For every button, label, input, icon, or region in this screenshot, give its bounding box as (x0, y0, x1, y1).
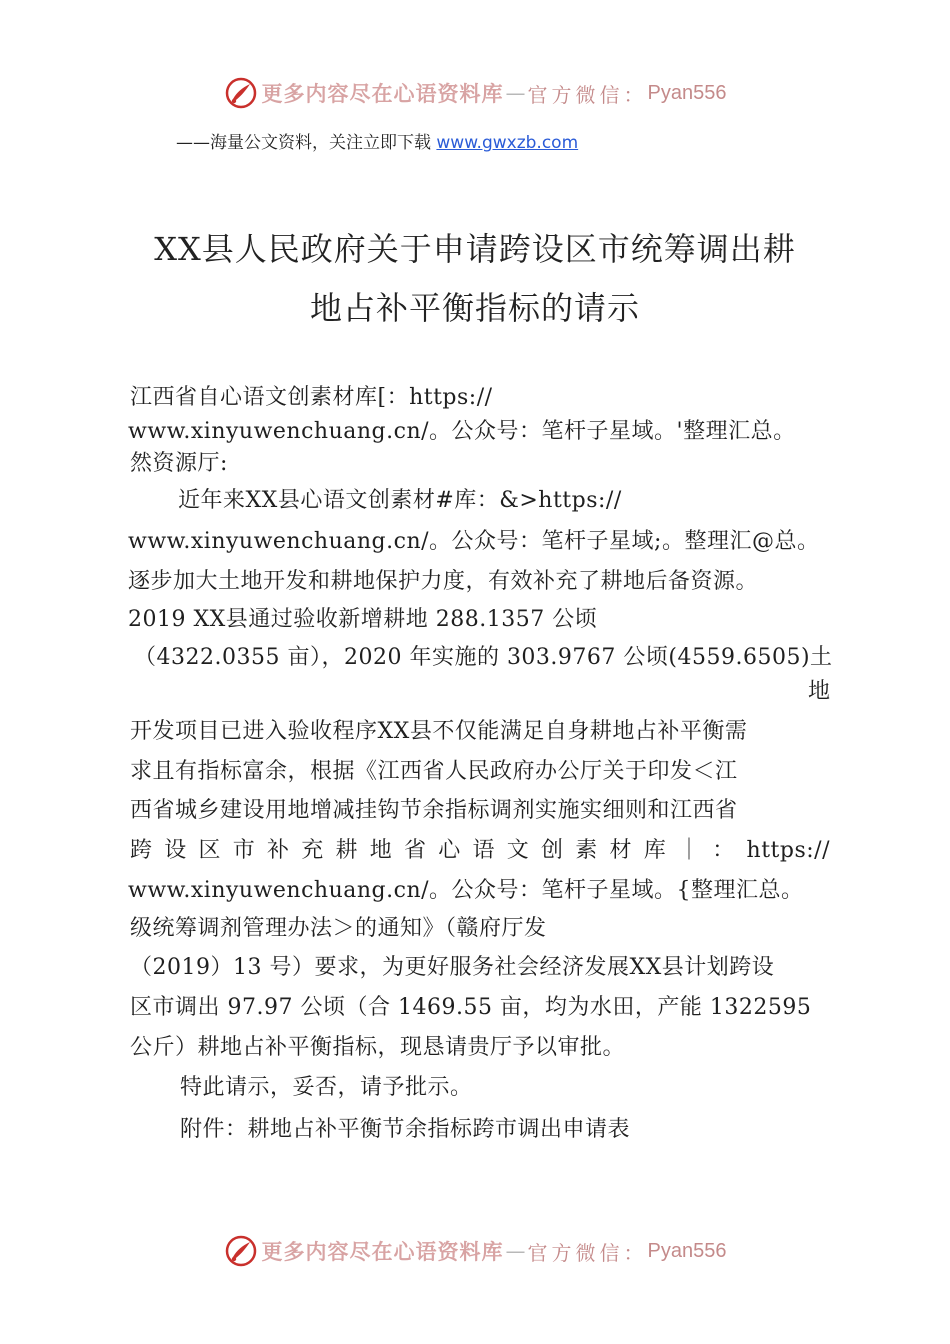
body-line: 近年来XX县心语文创素材#库：&>https:// (178, 488, 622, 513)
banner-separator: — (505, 1239, 526, 1263)
body-line: www.xinyuwenchuang.cn/。公众号：笔杆子星域。{整理汇总。 (128, 878, 804, 903)
banner-wechat-id: Pyan556 (647, 81, 727, 104)
body-line: 2019 XX县通过验收新增耕地 288.1357 公顷 (128, 607, 598, 632)
banner-wechat-label: 官方微信： (527, 1240, 648, 1265)
download-link[interactable]: www.gwxzb.com (436, 133, 579, 153)
body-line: 江西省自心语文创素材库[：https:// (130, 385, 493, 410)
banner-wechat-label: 官方微信： (527, 82, 648, 107)
body-line: 特此请示，妥否，请予批示。 (180, 1075, 473, 1100)
body-line: （4322.0355 亩），2020 年实施的 303.9767 公顷(4559.6505)土 (134, 645, 833, 670)
banner-slogan: 更多内容尽在心语资料库 (261, 1239, 504, 1264)
footer-banner (0, 1228, 950, 1274)
page-title-line-2: 地占补平衡指标的请示 (309, 289, 640, 327)
banner-separator: — (505, 81, 526, 105)
brush-logo-icon (224, 76, 258, 110)
body-line: 求且有指标富余，根据《江西省人民政府办公厅关于印发＜江 (130, 759, 738, 784)
body-line: 公斤）耕地占补平衡指标，现恳请贵厅予以审批。 (130, 1035, 626, 1060)
body-line: 跨设区市补充耕地省心语文创素材库｜：https:// (130, 838, 830, 863)
banner-wechat-id: Pyan556 (647, 1239, 727, 1262)
body-line: （2019）13 号）要求，为更好服务社会经济发展XX县计划跨设 (130, 955, 775, 980)
header-banner (0, 70, 950, 116)
body-line: 附件：耕地占补平衡节余指标跨市调出申请表 (180, 1117, 631, 1142)
banner-slogan: 更多内容尽在心语资料库 (261, 81, 504, 106)
body-line: 西省城乡建设用地增减挂钩节余指标调剂实施实细则和江西省 (130, 798, 738, 823)
body-line: 逐步加大土地开发和耕地保护力度，有效补充了耕地后备资源。 (128, 569, 759, 594)
download-note-text: ——海量公文资料，关注立即下载 (176, 133, 437, 153)
body-line: www.xinyuwenchuang.cn/。公众号：笔杆子星域;。整理汇@总。 (128, 529, 820, 554)
body-line: 然资源厅: (130, 451, 228, 476)
body-line: 地 (808, 679, 831, 704)
body-line: 区市调出 97.97 公顷（合 1469.55 亩，均为水田，产能 1322595 (130, 995, 812, 1020)
download-note (176, 128, 578, 153)
brush-logo-icon (224, 1234, 258, 1268)
body-line: 级统筹调剂管理办法＞的通知》（赣府厅发 (130, 916, 547, 941)
body-line: www.xinyuwenchuang.cn/。公众号：笔杆子星域。'整理汇总。 (128, 419, 796, 444)
body-line: 开发项目已进入验收程序XX县不仅能满足自身耕地占补平衡需 (130, 719, 748, 744)
page-title-line-1: XX县人民政府关于申请跨设区市统筹调出耕 (154, 230, 796, 268)
